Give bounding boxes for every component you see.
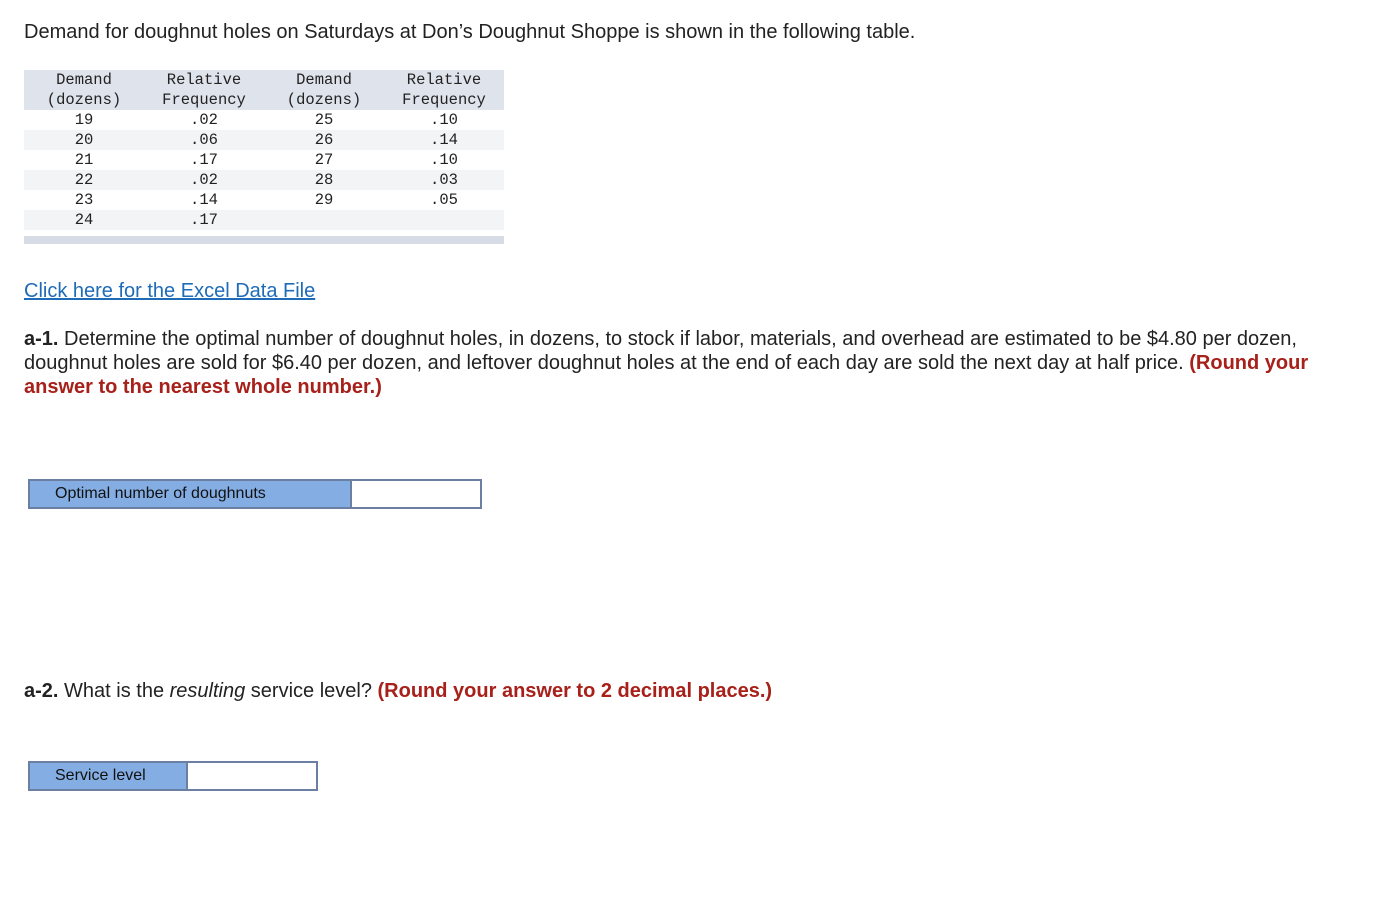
answer-row-optimal (28, 479, 482, 509)
question-a1-label: a-1. (24, 328, 59, 350)
table-cell: .02 (190, 111, 218, 129)
table-bottom-bar (24, 236, 504, 244)
table-cell: .14 (430, 131, 458, 149)
answer-row-service-level (28, 761, 318, 791)
question-a2-text-after: service level? (245, 680, 378, 702)
table-row (24, 110, 504, 130)
table-cell: 23 (74, 191, 94, 209)
table-cell: .10 (430, 111, 458, 129)
header-frequency-1: Relative Frequency (162, 71, 246, 109)
table-cell: 21 (74, 151, 94, 169)
table-cell: 19 (74, 111, 94, 129)
question-a1-instruction: (Round your answer to the nearest whole number.) (24, 352, 1309, 398)
question-a2-text-italic: resulting (169, 680, 246, 702)
table-cell: 25 (314, 111, 334, 129)
table-cell (384, 210, 504, 230)
table-cell (264, 210, 384, 230)
table-cell: 29 (314, 191, 334, 209)
table-cell: .14 (190, 191, 218, 209)
optimal-doughnuts-label: Optimal number of doughnuts (30, 481, 352, 507)
table-row (24, 210, 504, 230)
header-demand-2: Demand (dozens) (286, 71, 362, 109)
table-cell: 26 (314, 131, 334, 149)
header-frequency-2: Relative Frequency (402, 71, 486, 109)
question-a2-label: a-2. (24, 680, 59, 702)
problem-intro: Demand for doughnut holes on Saturdays at Don’s Doughnut Shoppe is shown in the following table. (24, 21, 916, 43)
question-a1 (24, 327, 1324, 399)
table-cell: 24 (74, 211, 94, 229)
excel-data-file-link[interactable]: Click here for the Excel Data File (24, 280, 316, 302)
table-cell: 20 (74, 131, 94, 149)
table-row (24, 190, 504, 210)
table-cell: .17 (190, 151, 218, 169)
table-cell: .05 (430, 191, 458, 209)
table-row (24, 130, 504, 150)
header-demand-1: Demand (dozens) (46, 71, 122, 109)
table-cell: .17 (190, 211, 218, 229)
question-a2-text-before: What is the (58, 680, 170, 702)
table-row (24, 150, 504, 170)
table-cell: .03 (430, 171, 458, 189)
table-cell: 27 (314, 151, 334, 169)
question-a2 (24, 679, 772, 703)
question-a1-text: Determine the optimal number of doughnut holes, in dozens, to stock if labor, materials, and overhead are estimated to be $4.80 per dozen, doughnut holes are sold for $6.40 per dozen, and leftover doughnut holes at the end of each day are sold the next day at half price. (24, 328, 1297, 374)
table-cell: 28 (314, 171, 334, 189)
optimal-doughnuts-input[interactable] (352, 481, 480, 507)
table-header-row (24, 70, 504, 110)
service-level-label: Service level (30, 763, 188, 789)
table-cell: .06 (190, 131, 218, 149)
table-cell: 22 (74, 171, 94, 189)
demand-table (24, 70, 504, 244)
table-row (24, 170, 504, 190)
table-cell: .10 (430, 151, 458, 169)
optimal-doughnuts-cell (352, 481, 480, 507)
service-level-input[interactable] (188, 763, 316, 789)
question-a2-instruction: (Round your answer to 2 decimal places.) (377, 680, 773, 702)
service-level-cell (188, 763, 316, 789)
table-cell: .02 (190, 171, 218, 189)
